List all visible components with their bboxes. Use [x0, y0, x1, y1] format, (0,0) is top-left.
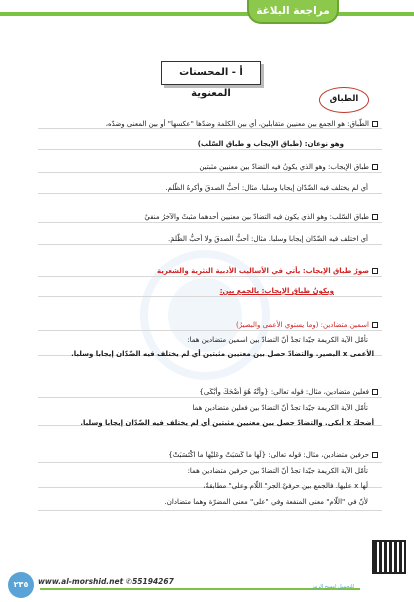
checkbox-square-icon — [372, 452, 378, 458]
definition-line: الطّباق: هو الجمع بين معنيين متقابلين، أي بين الكلمة وضدّها "عكسها" أو بين المعنى وضدّه، — [106, 119, 378, 129]
negative-antithesis-line: طباق السّلب: وهو الذي يكون فيه التضادّ بين معنيين أحدهما مثبتٌ والآخرُ منفيٌ — [144, 212, 378, 222]
two-verbs-explanation: تأمّل الآية الكريمة جيّدا تجدْ أنّ التضادّ بين فعلين متضادين هما — [192, 404, 368, 412]
rule-line — [38, 397, 382, 398]
two-particles-detail: لَها x عليها. فالجمع بين حرفيْ الجر" اللّام وعلى" مطابقةٌ، — [203, 482, 368, 490]
two-verbs-conclusion: أضحكَ x أبكى. والتضادّ حصل بين معنيين مثبتين أي لم يختلف فيه الضّدّان إيجابا وسلبا. — [80, 419, 374, 427]
checkbox-square-icon — [372, 214, 378, 220]
qr-code-icon — [372, 540, 406, 574]
forms-heading: صورُ طباق الإيجاب: يأتي في الأساليب الأدبية النثرية والشعرية — [157, 266, 378, 276]
rule-line — [38, 172, 382, 173]
chapter-tab: مراجعة البلاغة — [247, 0, 339, 24]
banner-band — [0, 12, 414, 16]
topic-oval-label: الطباق — [319, 87, 369, 113]
two-particles-line: حرفين متضادين، مثال: قوله تعالى: {لَها ما كَسَبَتْ وعَليْها ما اكْتَسَبَتْ} — [168, 450, 378, 460]
positive-antithesis-example: أي لم يختلف فيه الضّدّان إيجابا وسلبا. مثال: أحبُّ الصدقَ وأكرهُ الظّلم. — [165, 184, 368, 192]
checkbox-square-icon — [372, 164, 378, 170]
rule-line — [38, 244, 382, 245]
rule-line — [38, 149, 382, 150]
two-nouns-explanation: تأمّل الآية الكريمة جيّدا تجدْ أنّ التضادّ بين اسمين متضادين هما: — [187, 336, 368, 344]
two-particles-explanation: تأمّل الآية الكريمة جيّدا تجدْ أنّ التضادّ بين حرفين متضادين هما: — [187, 467, 368, 475]
checkbox-square-icon — [372, 121, 378, 127]
section-title: أ - المحسنات المعنوية — [161, 61, 261, 85]
checkbox-square-icon — [372, 268, 378, 274]
two-nouns-line: اسمين متضادين: (وما يستوي الأعمى والبصيرُ) — [236, 320, 378, 330]
page-number-badge: ٢٣٥ — [8, 572, 34, 598]
rule-line — [38, 276, 382, 277]
forms-subheading: ويكونُ طباق الإيجاب: بالجمع بين: — [219, 287, 334, 295]
website-link[interactable]: www.al-morshid.net ✆55194267 — [38, 577, 174, 586]
rule-line — [38, 510, 382, 511]
two-nouns-conclusion: الأعمى x البصير. والتضادّ حصل بين معنيين مثبتين أي لم يختلف فيه الضّدّان إيجابا وسلبا. — [71, 350, 374, 358]
rule-line — [38, 296, 382, 297]
rule-line — [38, 330, 382, 331]
positive-antithesis-line: طباق الإيجاب: وهو الذي يكونُ فيه التضادّ بين معنيين مثبتين — [199, 162, 378, 172]
checkbox-square-icon — [372, 389, 378, 395]
two-particles-reason: لأنّ في "اللّام" معنى المنفعة وفي "على" معنى المضرّة وهما متضادان. — [164, 498, 368, 506]
rule-line — [38, 462, 382, 463]
rule-line — [38, 193, 382, 194]
negative-antithesis-example: أي اختلف فيه الضّدّان إيجابا وسلبا. مثال: أحبُّ الصدقَ ولا أحبُّ الظّلمَ. — [167, 235, 368, 243]
qr-caption: للتحميل امسح الرمز — [312, 584, 355, 590]
rule-line — [38, 222, 382, 223]
types-line: وهو نوعان: (طباق الإيجاب و طباق السّلب) — [197, 140, 344, 148]
checkbox-square-icon — [372, 322, 378, 328]
two-verbs-line: فعلين متضادين، مثال: قوله تعالى: {وأنَّهُ هُوَ أضْحَكَ وأبْكَى} — [199, 387, 378, 397]
top-banner — [0, 0, 414, 40]
